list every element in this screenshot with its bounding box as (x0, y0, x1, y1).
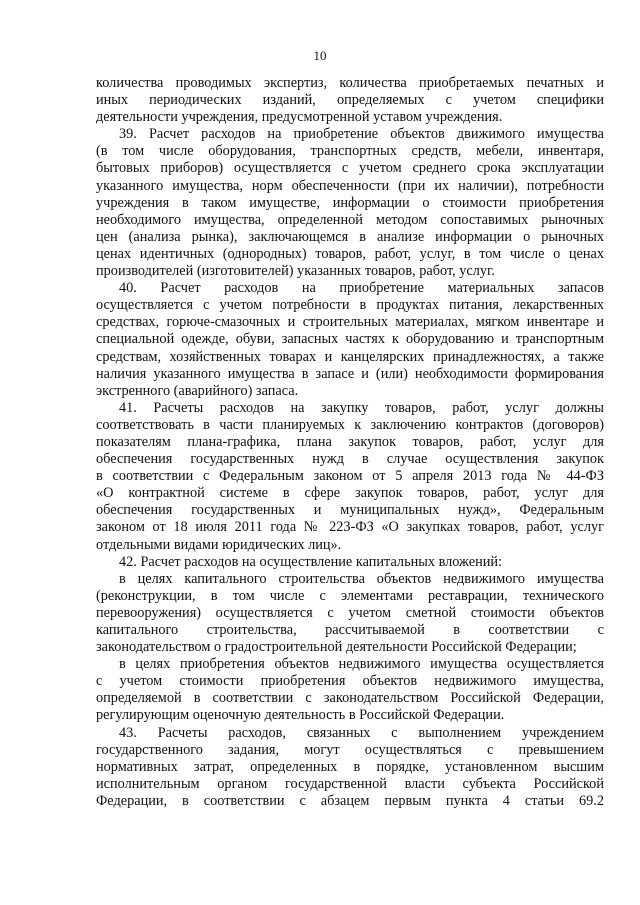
text-line: исполнительным органом государственной власти субъекта Российской (96, 775, 604, 792)
text-line: перевооружения) осуществляется с учетом сметной стоимости объектов (96, 604, 604, 621)
text-line: показателям плана-графика, плана закупок товаров, работ, услуг для (96, 433, 604, 450)
text-line: цен (анализа рынка), заключающемся в анализе информации о рыночных (96, 228, 604, 245)
text-line: наличия указанного имущества в запасе и (или) необходимости формирования (96, 365, 604, 382)
text-line: необходимого имущества, определенной методом сопоставимых рыночных (96, 211, 604, 228)
text-line: 40. Расчет расходов на приобретение материальных запасов (119, 280, 604, 297)
text-line: в целях капитального строительства объектов недвижимого имущества (119, 570, 604, 587)
paragraph (96, 280, 604, 400)
text-line: с учетом стоимости приобретения объектов недвижимого имущества, (96, 673, 604, 690)
text-line: производителей (изготовителей) указанных товаров, работ, услуг. (96, 263, 495, 280)
text-line: средствам, хозяйственных товарах и канцелярских принадлежностях, а также (96, 348, 604, 365)
text-line: ценах идентичных (однородных) товаров, работ, услуг, в том числе о ценах (96, 245, 604, 262)
text-line: соответствовать в части планируемых к заключению контрактов (договоров) (96, 416, 604, 433)
text-line: капитального строительства, рассчитываемой в соответствии с (96, 622, 604, 638)
paragraph (96, 554, 604, 571)
text-line: в целях приобретения объектов недвижимого имущества осуществляется (119, 656, 604, 673)
text-line: 39. Расчет расходов на приобретение объектов движимого имущества (119, 126, 604, 143)
text-line: «О контрактной системе в сфере закупок товаров, работ, услуг для (96, 485, 604, 502)
text-line: законом от 18 июля 2011 года № 223-ФЗ «О закупках товаров, работ, услуг (96, 519, 604, 536)
text-line: экстренного (аварийного) запаса. (96, 382, 299, 399)
text-line: бытовых приборов) осуществляется с учетом среднего срока эксплуатации (96, 160, 604, 177)
text-line: нормативных затрат, определенных в порядке, установленном высшим (96, 758, 604, 775)
text-line: обеспечения государственных нужд в случае осуществления закупок (96, 451, 604, 468)
text-line: количества проводимых экспертиз, количества приобретаемых печатных и (96, 75, 604, 91)
paragraph (96, 400, 604, 554)
text-line: осуществляется с учетом потребности в продуктах питания, лекарственных (96, 297, 604, 314)
text-line: в соответствии с Федеральным законом от 5 апреля 2013 года № 44-ФЗ (96, 468, 604, 485)
text-line: 42. Расчет расходов на осуществление капитальных вложений: (119, 553, 503, 570)
document-body (96, 75, 604, 810)
text-line: (реконструкции, в том числе с элементами реставрации, технического (96, 587, 604, 604)
text-line: отдельными видами юридических лиц». (96, 536, 342, 553)
text-line: 41. Расчеты расходов на закупку товаров, работ, услуг должны (119, 399, 604, 416)
paragraph (96, 725, 604, 810)
text-line: указанного имущества, норм обеспеченности (при их наличии), потребности (96, 177, 604, 194)
page-number: 10 (313, 48, 327, 63)
text-line: государственного задания, могут осуществляться с превышением (96, 741, 604, 758)
text-line: учреждения в таком имуществе, информации о стоимости приобретения (96, 194, 604, 211)
paragraph (96, 126, 604, 280)
paragraph (96, 656, 604, 724)
text-line: Федерации, в соответствии с абзацем первым пункта 4 статьи 69.2 (96, 792, 604, 809)
text-line: специальной одежде, обуви, запасных частях к оборудованию и транспортным (96, 331, 604, 348)
text-line: определяемой в соответствии с законодательством Российской Федерации, (96, 690, 604, 707)
text-line: деятельности учреждения, предусмотренной уставом учреждения. (96, 109, 503, 126)
paragraph (96, 75, 604, 126)
text-line: иных периодических изданий, определяемых с учетом специфики (96, 92, 604, 109)
text-line: законодательством о градостроительной деятельности Российской Федерации; (96, 639, 577, 656)
paragraph (96, 571, 604, 656)
text-line: регулирующим оценочную деятельность в Российской Федерации. (96, 707, 505, 724)
text-line: средствах, горюче-смазочных и строительных материалах, мягком инвентаре и (96, 314, 604, 331)
text-line: 43. Расчеты расходов, связанных с выполнением учреждением (119, 724, 604, 741)
text-line: обеспечения государственных и муниципальных нужд», Федеральным (96, 502, 604, 519)
text-line: (в том числе оборудования, транспортных средств, мебели, инвентаря, (96, 143, 604, 160)
